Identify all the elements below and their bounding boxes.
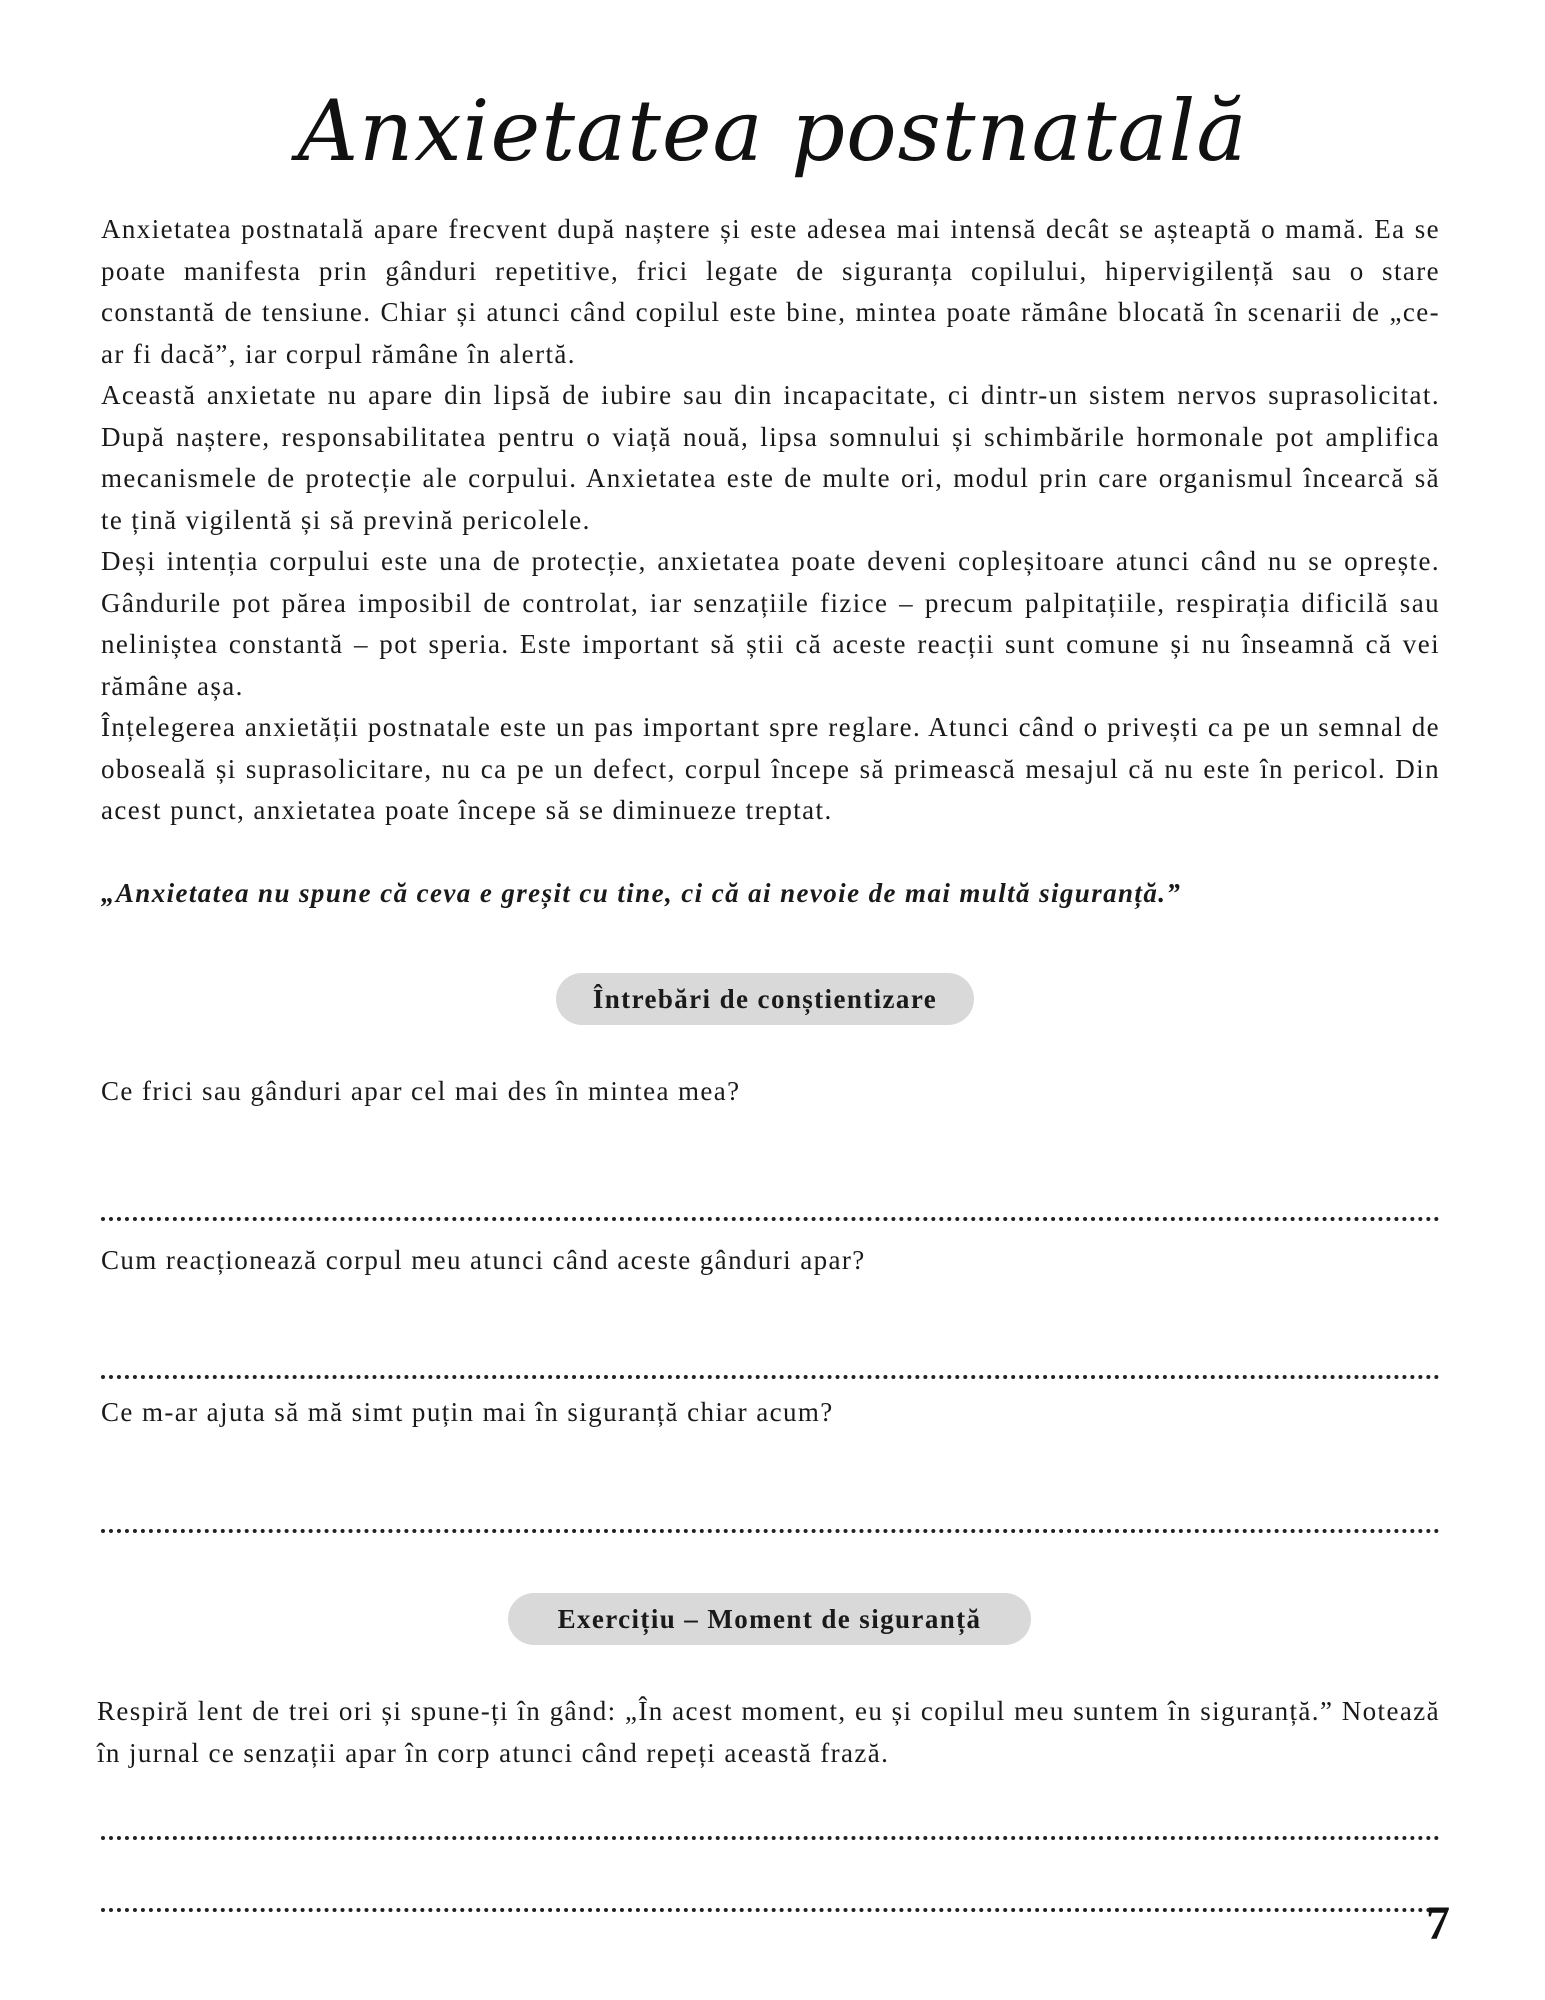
awareness-question-3: Ce m-ar ajuta să mă simt puțin mai în siguranță chiar acum? <box>101 1397 834 1427</box>
paragraph: Înțelegerea anxietății postnatale este un pas important spre reglare. Atunci când o privești ca pe un semnal de oboseală și suprasolicitare, nu ca pe un defect, corpul începe să primească mesajul că nu este în pericol. Din acest punct, anxietatea poate începe să se diminueze treptat. <box>101 712 1440 825</box>
paragraph: Această anxietate nu apare din lipsă de iubire sau din incapacitate, ci dintr-un sistem nervos suprasolicitat. După naștere, responsabilitatea pentru o viață nouă, lipsa somnului și schimbările hormonale pot amplifica mecanismele de protecție ale corpului. Anxietatea este de multe ori, modul prin care organismul încearcă să te țină vigilentă și să prevină pericolele. <box>101 380 1440 535</box>
answer-line-3[interactable] <box>101 1529 1440 1533</box>
exercise-heading: Exercițiu – Moment de siguranță <box>508 1593 1031 1645</box>
paragraph: Anxietatea postnatală apare frecvent după naștere și este adesea mai intensă decât se așteaptă o mamă. Ea se poate manifesta prin gânduri repetitive, frici legate de siguranța copilului, hipervigilență sau o stare constantă de tensiune. Chiar și atunci când copilul este bine, mintea poate rămâne blocată în scenarii de „ce-ar fi dacă”, iar corpul rămâne în alertă. <box>101 214 1440 369</box>
answer-line-2[interactable] <box>101 1375 1440 1379</box>
quote: „Anxietatea nu spune că ceva e greșit cu tine, ci că ai nevoie de mai multă siguranță.” <box>101 878 1182 908</box>
page-title: Anxietatea postnatală <box>297 82 1248 180</box>
answer-line-5[interactable] <box>101 1908 1440 1912</box>
answer-line-4[interactable] <box>101 1836 1440 1840</box>
exercise-text: Respiră lent de trei ori și spune-ți în gând: „În acest moment, eu și copilul meu suntem în siguranță.” Notează în jurnal ce senzații apar în corp atunci când repeți această frază. <box>97 1696 1440 1768</box>
awareness-question-2: Cum reacționează corpul meu atunci când aceste gânduri apar? <box>101 1245 866 1275</box>
paragraph: Deși intenția corpului este una de protecție, anxietatea poate deveni copleșitoare atunci când nu se oprește. Gândurile pot părea imposibil de controlat, iar senzațiile fizice – precum palpitațiile, respirația dificilă sau neliniștea constantă – pot speria. Este important să știi că aceste reacții sunt comune și nu înseamnă că vei rămâne așa. <box>101 546 1440 701</box>
body-text <box>101 209 1440 832</box>
page-number: 7 <box>1426 1897 1450 1950</box>
answer-line-1[interactable] <box>101 1217 1440 1221</box>
awareness-heading: Întrebări de conștientizare <box>556 973 974 1025</box>
awareness-question-1: Ce frici sau gânduri apar cel mai des în mintea mea? <box>101 1076 741 1106</box>
